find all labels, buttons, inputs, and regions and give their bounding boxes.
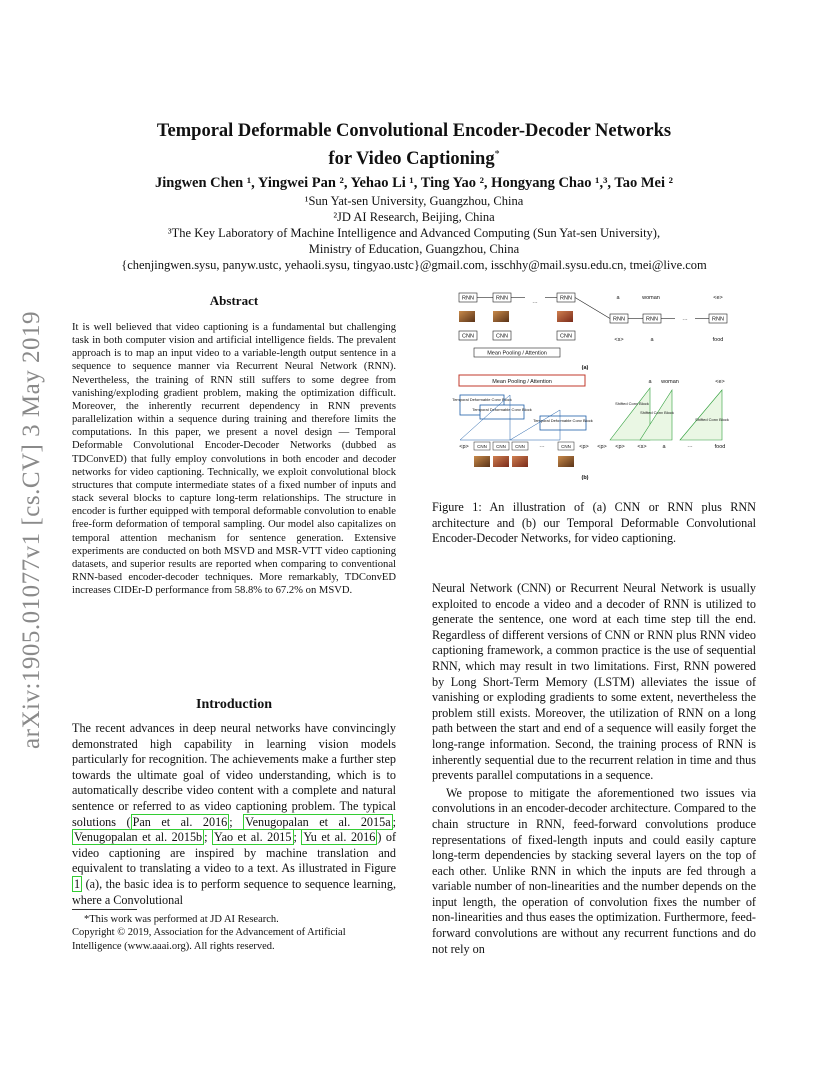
arxiv-sidebar [12, 270, 52, 790]
ellipsis: ··· [687, 444, 693, 450]
author-emails: {chenjingwen.sysu, panyw.ustc, yehaoli.sysu, tingyao.ustc}@gmail.com, isschhy@mail.sysu.edu.cn, tmei@live.com [121, 258, 707, 272]
figure-1-diagram [450, 290, 750, 485]
input-token: <p> [579, 444, 589, 450]
rnn-label: RNN [462, 295, 474, 302]
figure-1-caption: Figure 1: An illustration of (a) CNN or RNN plus RNN architecture and (b) our Temporal Deformable Convolutional Encoder-Decoder Networks, for video captioning. [432, 500, 756, 545]
rnn-label: RNN [646, 316, 658, 323]
rnn-label: RNN [613, 316, 625, 323]
affiliation-3-cont: Ministry of Education, Guangzhou, China [308, 242, 520, 256]
paper-title [60, 120, 768, 171]
figure-1 [450, 290, 750, 485]
video-frame [512, 456, 528, 467]
cnn-label: CNN [561, 444, 571, 449]
output-word: woman [642, 295, 660, 301]
cnn-label: CNN [515, 444, 525, 449]
introduction-body-continued [432, 581, 756, 957]
introduction-body: The recent advances in deep neural networks have convincingly demonstrated high capability in learning vision models particularly for recognition. The achievements make a further step towards the ultimate goal of video understanding, which is to automatically describe video content with a complete and natural sentence or referred to as video captioning problem. The typical solutions ( Pan et al. 2016 ; Venugopalan et al. 2015a ; Venugopalan et al. 2015b ; Yao et al. 2015 ; Yu et al. 2016 ) of video captioning are inspired by machine translation and equivalent to translating a video to a text. As illustrated in Figure 1 (a), the basic idea is to perform sequence to sequence learning, where a Convolutional [72, 721, 397, 907]
mean-pooling-label: Mean Pooling / Attention [487, 350, 547, 357]
input-token: <s> [637, 444, 647, 450]
author-list: Jingwen Chen ¹, Yingwei Pan ², Yehao Li ¹, Ting Yao ², Hongyang Chao ¹,³, Tao Mei ² [154, 175, 673, 191]
input-token: food [714, 444, 726, 450]
input-token: <p> [597, 444, 607, 450]
citation-link[interactable]: Venugopalan et al. 2015a [245, 814, 391, 829]
footnote-rule [72, 909, 137, 910]
title-line-1: Temporal Deformable Convolutional Encoder-Decoder Networks [156, 121, 672, 141]
attention-label: Mean Pooling / Attention [492, 379, 552, 385]
title-footnote-mark: * [494, 149, 500, 160]
video-frame [493, 456, 509, 467]
cnn-label: CNN [477, 444, 487, 449]
rnn-label: RNN [712, 316, 724, 323]
shifted-block-label: Shifted Conv Block [640, 410, 674, 415]
output-word: a [616, 295, 620, 301]
arxiv-identifier: arXiv:1905.01077v1 [cs.CV] 3 May 2019 [18, 311, 45, 749]
input-token: food [712, 337, 724, 343]
title-line-2: for Video Captioning [328, 149, 495, 170]
video-frame [558, 456, 574, 467]
citation-link[interactable]: Yao et al. 2015 [214, 830, 292, 845]
ellipsis: ··· [539, 444, 545, 450]
output-word: <e> [715, 379, 725, 385]
affiliation-1: ¹Sun Yat-sen University, Guangzhou, China [304, 194, 524, 208]
rnn-label: RNN [560, 295, 572, 302]
affiliation-3: ³The Key Laboratory of Machine Intelligence and Advanced Computing (Sun Yat-sen University), [167, 226, 661, 240]
citation-link[interactable]: Venugopalan et al. 2015b [74, 830, 203, 845]
shifted-block-label: Shifted Conv Block [615, 401, 649, 406]
paragraph: Neural Network (CNN) or Recurrent Neural Network is usually exploited to encode a video and a decoder of RNN is utilized to generate the sentence, one word at each time step till the end. Regardless of different versions of CNN or RNN plus RNN video captioning framework, a common practice is the use of sequential RNN, which may result in two limitations. First, RNN powered by Long Short-Term Memory (LSTM) alleviates the issue of vanishing or exploding gradients to some extent, nevertheless the problem still exists. Moreover, the utilization of RNN on a long path between the start and end of a sequence will easily forget the long-range information. Second, the training process of RNN is inherently sequential due to the recurrent relation in time and thus prevents parallel computations in a sequence. [432, 581, 756, 783]
abstract-body: It is well believed that video captioning is a fundamental but challenging task in both computer vision and artificial intelligence fields. The prevalent approach is to map an input video to a variable-length output sentence in a sequence to sequence manner via Recurrent Neural Network (RNN). Nevertheless, the training of RNN still suffers to some degree from vanishing/exploding gradient problem, making the optimization difficult. Moreover, the inherently recurrent dependency in RNN prevents parallelization within a sequence during training and therefore limits the computations. In this paper, we present a novel design — Temporal Deformable Convolutional Encoder-Decoder Networks (dubbed as TDConvED) that fully employ convolutions in both encoder and decoder networks for video captioning. Technically, we exploit convolutional block structures that compute intermediate states of a fixed number of inputs and stack several blocks to capture long-term relationships. The structure in encoder is further equipped with temporal deformable convolution to enable free-form deformation of temporal sampling. Our model also capitalizes on temporal attention mechanism for sentence generation. Extensive experiments are conducted on both MSVD and MSR-VTT video captioning datasets, and superior results are reported when comparing to conventional RNN-based encoder-decoder techniques. More remarkably, TDConvED increases CIDEr-D performance from 58.8% to 67.2% on MSVD. [72, 322, 396, 597]
shifted-block-label: Shifted Conv Block [695, 417, 729, 422]
output-word: woman [661, 379, 679, 385]
input-token: <p> [459, 444, 469, 450]
introduction-heading: Introduction [196, 697, 272, 712]
citation-link[interactable]: Yu et al. 2016 [303, 830, 376, 845]
output-word: a [648, 379, 652, 385]
cnn-label: CNN [496, 333, 508, 340]
subfigure-label-b: (b) [581, 475, 589, 481]
video-frame [459, 311, 475, 322]
subfigure-label-a: (a) [581, 365, 589, 371]
cnn-label: CNN [560, 333, 572, 340]
citation-link[interactable]: Pan et al. 2016 [132, 814, 228, 829]
cnn-label: CNN [496, 444, 506, 449]
footnote-note: *This work was performed at JD AI Research. [84, 914, 279, 925]
intro-text-1: The recent advances in deep neural networks have convincingly demonstrated high capability in learning vision models particularly for recognition. The achievements make a further step towards the ultimate goal of video understanding, which is to automatically describe video content with a complete and natural sentence or referred to as video captioning problem. The typical solutions ( [72, 721, 396, 829]
input-token: <s> [614, 337, 624, 343]
output-word: <e> [713, 295, 723, 301]
intro-text-3: (a), the basic idea is to perform sequence to sequence learning, where a Convolutional [72, 876, 396, 907]
tdc-block-label: Temporal Deformable Conv Block [472, 407, 532, 412]
paragraph: We propose to mitigate the aforementioned two issues via convolutions in an encoder-decoder architecture. Compared to the chain structure in RNN, feed-forward convolutions produce representations of fixed-length inputs and could easily capture long-term dependencies by stacking several layers on the top of each other. Unlike RNN in which the inputs are fed through a variable number of non-linearities and the number depends on the input length, the operation of convolution fixes the number of non-linearities and thus eases the optimization. Furthermore, feed-forward convolutions are without any recurrent functions and do not rely on [432, 785, 756, 956]
tdc-block-label: Temporal Deformable Conv Block [452, 397, 512, 402]
ellipsis: ··· [532, 300, 538, 306]
footnotes [72, 913, 396, 953]
video-frame [557, 311, 573, 322]
cnn-label: CNN [462, 333, 474, 340]
video-frame [474, 456, 490, 467]
arrow [575, 298, 610, 319]
shifted-conv-region [680, 390, 722, 440]
rnn-label: RNN [496, 295, 508, 302]
affiliation-2: ²JD AI Research, Beijing, China [333, 210, 495, 224]
intro-text-2: ) of video captioning are inspired by machine translation and equivalent to translating a video to a text. As illustrated in Figure [72, 830, 397, 876]
video-frame [493, 311, 509, 322]
ellipsis: ··· [682, 317, 688, 323]
input-token: <p> [615, 444, 625, 450]
tdc-block-label: Temporal Deformable Conv Block [533, 418, 593, 423]
abstract-heading: Abstract [209, 293, 259, 308]
input-token: a [662, 444, 666, 450]
copyright-notice: Copyright © 2019, Association for the Advancement of Artificial Intelligence (www.aaai.org). All rights reserved. [72, 927, 346, 952]
input-token: a [650, 337, 654, 343]
figure-ref-link[interactable]: 1 [74, 876, 81, 891]
